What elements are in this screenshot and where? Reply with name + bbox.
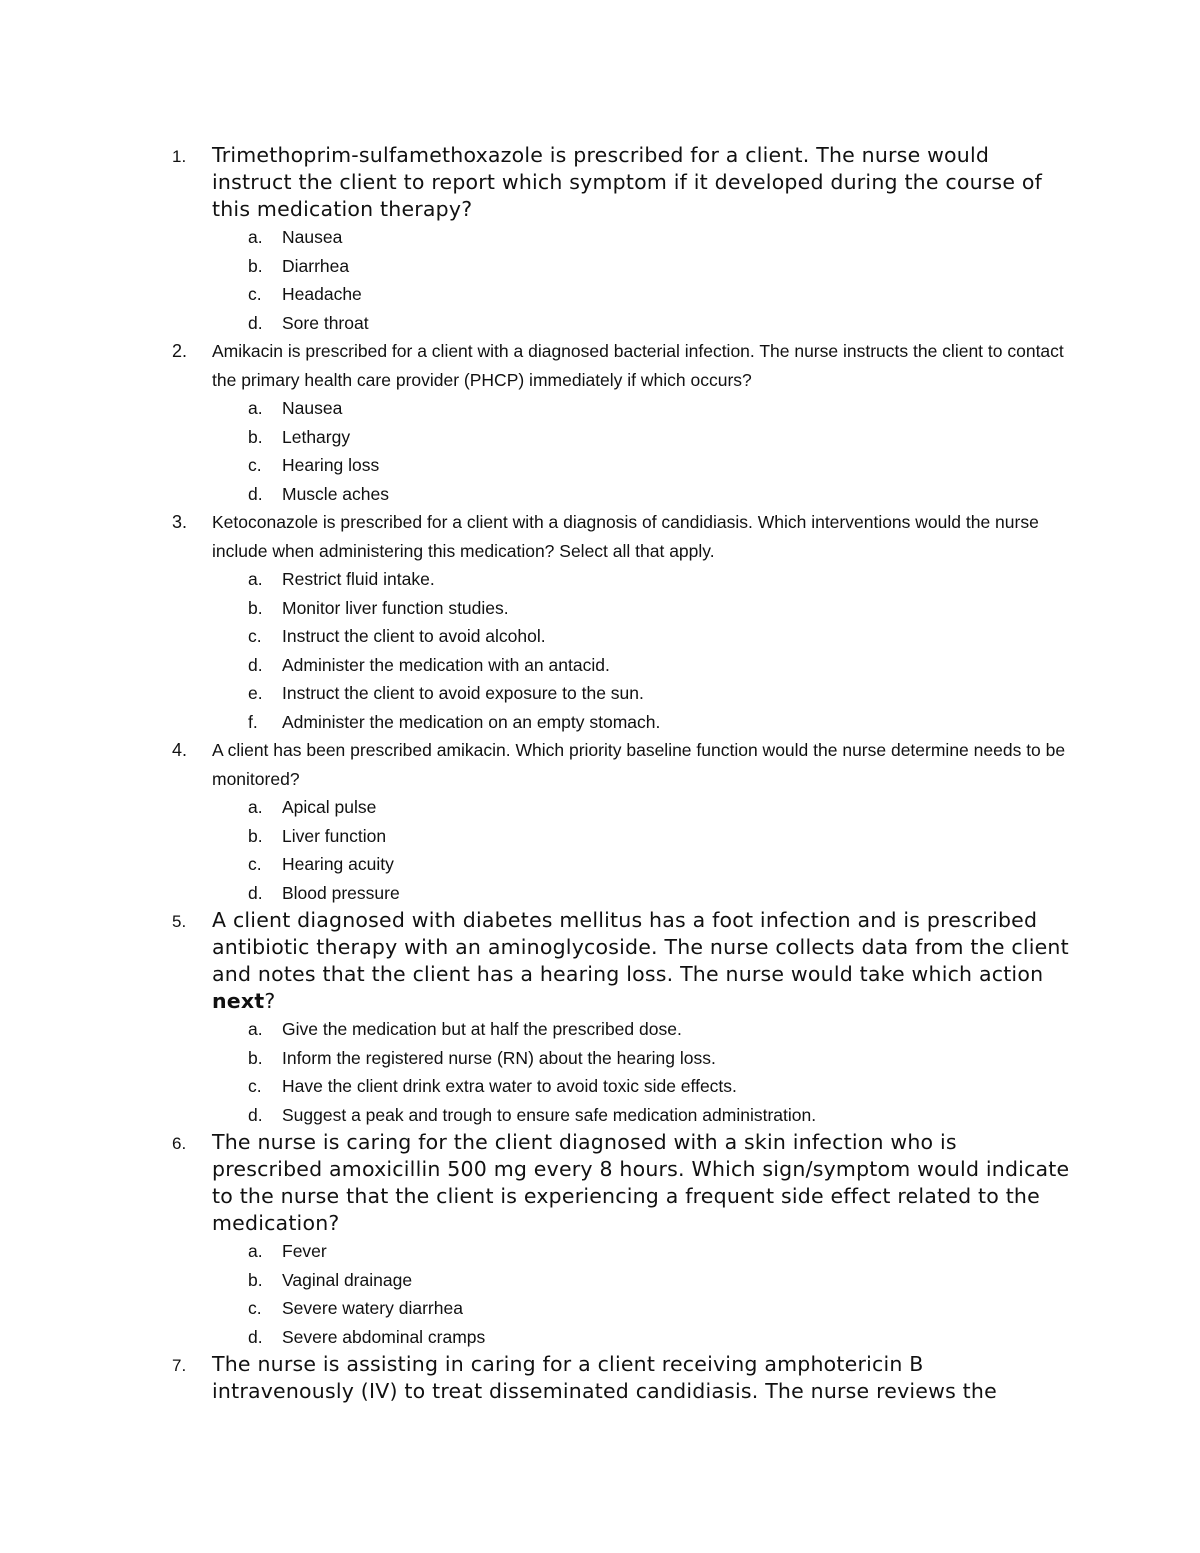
answer-option — [212, 879, 1072, 908]
answer-option — [212, 223, 1072, 252]
option-text: Restrict fluid intake. — [282, 569, 435, 589]
option-text: Instruct the client to avoid alcohol. — [282, 626, 546, 646]
option-letter: d. — [248, 882, 263, 903]
answer-option — [212, 1294, 1072, 1323]
question-number: 7. — [172, 1356, 187, 1375]
question-stem: The nurse is assisting in caring for a client receiving amphotericin B intravenously (IV) to treat disseminated candidiasis. The nurse reviews the — [212, 1352, 997, 1403]
option-text: Severe abdominal cramps — [282, 1326, 486, 1347]
option-letter: a. — [248, 227, 263, 247]
answer-options — [212, 394, 1072, 508]
question-1 — [172, 142, 1072, 337]
option-letter: a. — [248, 1019, 263, 1039]
answer-option — [212, 1015, 1072, 1044]
answer-option — [212, 708, 1072, 737]
question-stem: Amikacin is prescribed for a client with a diagnosed bacterial infection. The nurse instructs the client to contact the primary health care provider (PHCP) immediately if which occurs? — [212, 341, 1064, 390]
question-stem: Ketoconazole is prescribed for a client with a diagnosis of candidiasis. Which interventions would the nurse include when administering this medication? Select all that apply. — [212, 512, 1039, 561]
answer-option — [212, 1101, 1072, 1130]
option-letter: b. — [248, 426, 263, 447]
option-text: Have the client drink extra water to avoid toxic side effects. — [282, 1076, 737, 1096]
answer-option — [212, 252, 1072, 281]
option-letter: d. — [248, 1326, 263, 1347]
question-stem: A client has been prescribed amikacin. Which priority baseline function would the nurse determine needs to be monitored? — [212, 740, 1066, 789]
answer-option — [212, 1044, 1072, 1073]
stem-text-end: ? — [264, 989, 276, 1013]
option-letter: a. — [248, 398, 263, 418]
answer-option — [212, 793, 1072, 822]
question-number: 5. — [172, 912, 187, 931]
option-letter: c. — [248, 1076, 262, 1096]
option-text: Fever — [282, 1241, 327, 1261]
answer-option — [212, 423, 1072, 452]
option-letter: d. — [248, 483, 263, 504]
answer-option — [212, 679, 1072, 708]
answer-options — [212, 793, 1072, 907]
option-letter: b. — [248, 255, 263, 276]
option-letter: c. — [248, 284, 262, 304]
option-text: Nausea — [282, 398, 343, 418]
option-text: Blood pressure — [282, 882, 400, 903]
option-letter: a. — [248, 797, 263, 817]
option-letter: b. — [248, 597, 263, 618]
option-text: Liver function — [282, 825, 387, 846]
answer-option — [212, 850, 1072, 879]
question-number: 2. — [172, 341, 188, 361]
answer-options — [212, 223, 1072, 337]
question-4 — [172, 736, 1072, 907]
answer-option — [212, 1072, 1072, 1101]
option-text: Vaginal drainage — [282, 1269, 413, 1290]
option-letter: c. — [248, 455, 262, 475]
answer-option — [212, 280, 1072, 309]
question-6 — [172, 1129, 1072, 1351]
option-text: Hearing loss — [282, 455, 380, 475]
answer-option — [212, 822, 1072, 851]
option-text: Muscle aches — [282, 483, 389, 504]
answer-option — [212, 451, 1072, 480]
option-text: Diarrhea — [282, 255, 350, 276]
question-stem — [212, 907, 1072, 1015]
question-list — [172, 142, 1072, 1405]
question-stem: Trimethoprim-sulfamethoxazole is prescribed for a client. The nurse would instruct the client to report which symptom if it developed during the course of this medication therapy? — [212, 143, 1043, 221]
answer-options — [212, 565, 1072, 736]
stem-text: A client diagnosed with diabetes mellitus has a foot infection and is prescribed antibiotic therapy with an aminoglycoside. The nurse collects data from the client and notes that the client has a hearing loss. The nurse would take which action — [212, 908, 1069, 986]
question-number: 3. — [172, 512, 188, 532]
answer-option — [212, 1266, 1072, 1295]
answer-option — [212, 309, 1072, 338]
option-text: Nausea — [282, 227, 343, 247]
answer-option — [212, 1237, 1072, 1266]
answer-option — [212, 565, 1072, 594]
option-letter: b. — [248, 825, 263, 846]
option-text: Suggest a peak and trough to ensure safe medication administration. — [282, 1104, 817, 1125]
answer-option — [212, 480, 1072, 509]
answer-options — [212, 1015, 1072, 1129]
question-7 — [172, 1351, 1072, 1405]
question-3 — [172, 508, 1072, 736]
option-text: Sore throat — [282, 312, 369, 333]
option-text: Give the medication but at half the prescribed dose. — [282, 1019, 682, 1039]
option-letter: a. — [248, 1241, 263, 1261]
option-letter: b. — [248, 1047, 263, 1068]
option-text: Monitor liver function studies. — [282, 597, 509, 618]
option-letter: c. — [248, 626, 262, 646]
option-letter: d. — [248, 312, 263, 333]
option-text: Headache — [282, 284, 362, 304]
option-text: Lethargy — [282, 426, 351, 447]
option-letter: f. — [248, 711, 258, 732]
option-text: Apical pulse — [282, 797, 377, 817]
option-text: Administer the medication with an antacid. — [282, 654, 610, 675]
option-letter: d. — [248, 1104, 263, 1125]
question-5 — [172, 907, 1072, 1129]
option-letter: a. — [248, 569, 263, 589]
question-number: 6. — [172, 1134, 187, 1153]
answer-option — [212, 1323, 1072, 1352]
option-text: Inform the registered nurse (RN) about the hearing loss. — [282, 1047, 716, 1068]
answer-option — [212, 394, 1072, 423]
option-text: Administer the medication on an empty stomach. — [282, 711, 661, 732]
answer-options — [212, 1237, 1072, 1351]
question-number: 1. — [172, 147, 187, 166]
option-letter: c. — [248, 1298, 262, 1318]
option-text: Instruct the client to avoid exposure to the sun. — [282, 683, 644, 703]
answer-option — [212, 594, 1072, 623]
answer-option — [212, 651, 1072, 680]
question-number: 4. — [172, 740, 188, 760]
stem-emphasis: next — [212, 989, 265, 1013]
option-text: Severe watery diarrhea — [282, 1298, 463, 1318]
option-letter: b. — [248, 1269, 263, 1290]
question-stem: The nurse is caring for the client diagnosed with a skin infection who is prescribed amoxicillin 500 mg every 8 hours. Which sign/symptom would indicate to the nurse that the client is experiencing a frequent side effect related to the medication? — [212, 1130, 1070, 1235]
answer-option — [212, 622, 1072, 651]
option-letter: c. — [248, 854, 262, 874]
option-text: Hearing acuity — [282, 854, 394, 874]
option-letter: e. — [248, 683, 263, 703]
option-letter: d. — [248, 654, 263, 675]
question-2 — [172, 337, 1072, 508]
